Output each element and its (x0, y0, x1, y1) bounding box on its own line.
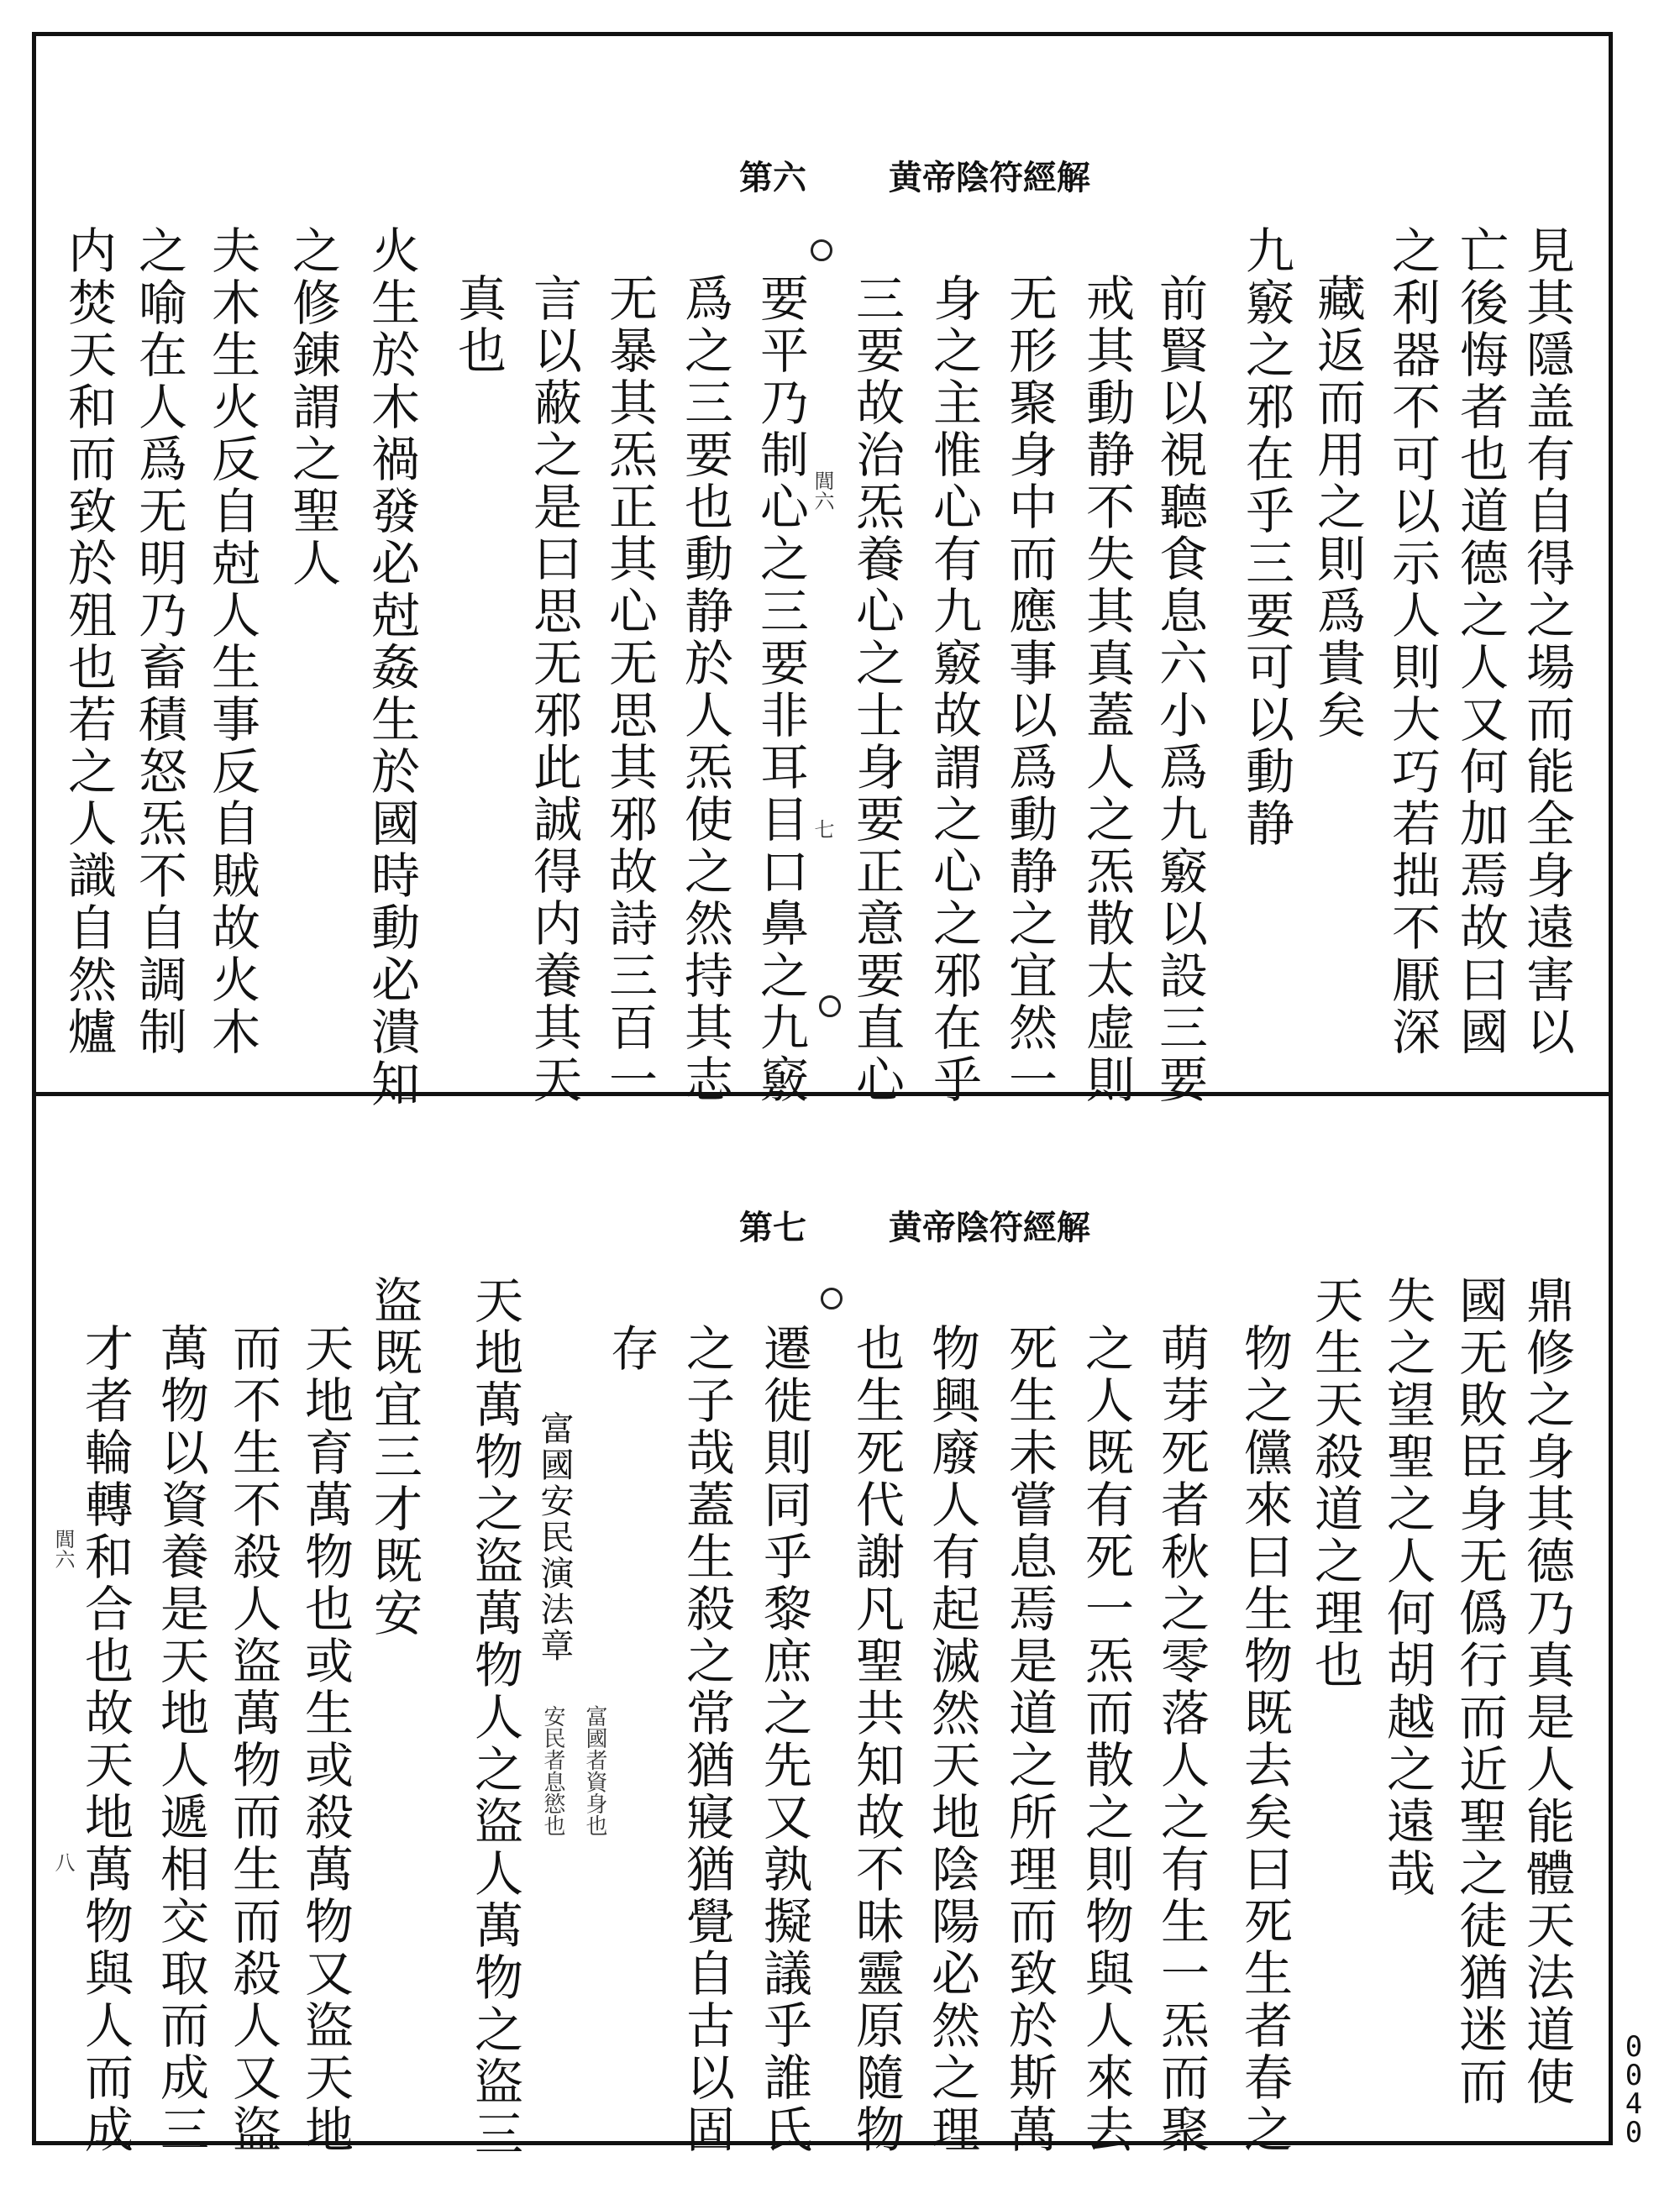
top-col-2: 亡後悔者也道德之人又何加焉故曰國 (1452, 225, 1509, 1058)
bottom-col-13: 存 (602, 1323, 659, 1375)
bottom-col-4: 天生天殺道之理也 (1306, 1275, 1363, 1692)
top-col-4: 藏返而用之則爲貴矣 (1309, 273, 1366, 742)
top-col-18: 夫木生火反自尅人生事反自賊故火木 (203, 225, 260, 1058)
top-col-16: 火生於木禍發必尅姦生於國時動必潰知 (363, 225, 420, 1110)
bottom-col-7: 之人既有死一炁而散之則物與人來去 (1077, 1323, 1134, 2156)
top-header (739, 151, 1090, 199)
top-header-title: 黄帝陰符經解 (888, 158, 1090, 197)
top-col-6: 前賢以視聽食息六小爲九竅以設三要 (1151, 273, 1208, 1106)
bottom-header-title: 黄帝陰符經解 (888, 1208, 1090, 1247)
bottom-margin-note-2: 八 (51, 1852, 75, 1872)
bottom-margin-note-1: 閭六 (51, 1529, 75, 1569)
top-col-11: 要平乃制心之三要非耳目口鼻之九竅 (752, 273, 809, 1106)
top-col-1: 見其隱盖有自得之場而能全身遠害以 (1518, 225, 1575, 1058)
top-col-10: 三要故治炁養心之士身要正意要直心 (848, 273, 905, 1106)
bottom-col-3: 失之望聖之人何胡越之遠哉 (1378, 1275, 1436, 1900)
bottom-col-8: 死生未嘗息焉是道之所理而致於斯萬 (1000, 1323, 1058, 2156)
top-col-3: 之利器不可以示人則大巧若拙不厭深 (1383, 225, 1441, 1058)
bottom-col-20: 才者輪轉和合也故天地萬物與人而成 (76, 1323, 134, 2156)
page-number: 0040 (1625, 2030, 1643, 2149)
bottom-col-5: 物之儻來曰生物既去矣曰死生者春之 (1236, 1323, 1293, 2156)
bottom-col-9: 物興廢人有起滅然天地陰陽必然之理 (923, 1323, 980, 2156)
bottom-col-6: 萌芽死者秋之零落人之有生一炁而聚 (1152, 1323, 1210, 2156)
bottom-col-17: 天地育萬物也或生或殺萬物又盜天地 (297, 1323, 354, 2156)
top-col-7: 戒其動静不失其真蓋人之炁散太虚則 (1078, 273, 1135, 1106)
bottom-header (739, 1201, 1090, 1249)
top-margin-note-2: 七 (811, 819, 834, 839)
bottom-col-16: 盜既宜三才既安 (365, 1275, 423, 1640)
top-col-5: 九竅之邪在乎三要可以動静 (1237, 225, 1294, 850)
bottom-col-12: 之子哉蓋生殺之常猶寢猶覺自古以固 (678, 1323, 735, 2156)
top-header-section: 第六 (739, 158, 806, 197)
bottom-col-1: 鼎修之身其德乃真是人能體天法道使 (1518, 1275, 1575, 2108)
page-divider (32, 1092, 1613, 1096)
bottom-col-19: 萬物以資養是天地人遞相交取而成三 (152, 1323, 209, 2156)
top-margin-note-1: 閭六 (811, 470, 834, 511)
top-col-8: 无形聚身中而應事以爲動静之宜然一 (1000, 273, 1058, 1106)
top-col-17: 之修錬謂之聖人 (284, 225, 341, 590)
top-col-9: 身之主惟心有九竅故謂之心之邪在乎 (925, 273, 982, 1106)
bottom-circle-mark (821, 1288, 843, 1309)
top-col-19: 之喻在人爲无明乃畜積怒炁不自調制 (130, 225, 187, 1058)
top-col-13: 无暴其炁正其心无思其邪故詩三百一 (601, 273, 658, 1106)
top-col-14: 言以蔽之是曰思无邪此誠得内養其天 (525, 273, 582, 1106)
bottom-col-11: 遷徙則同乎黎庶之先又孰擬議乎誰氏 (755, 1323, 812, 2156)
bottom-col-2: 國无敗臣身无僞行而近聖之徒猶迷而 (1451, 1275, 1508, 2108)
top-circle-mark (811, 239, 832, 261)
top-col-15: 真也 (449, 273, 507, 377)
bottom-col-15: 天地萬物之盜萬物人之盜人萬物之盜三 (466, 1275, 523, 2160)
bottom-note-line-2: 安民者息慾也 (540, 1705, 565, 1836)
bottom-col-18: 而不生不殺人盜萬物而生而殺人又盜 (224, 1323, 281, 2156)
top-circle-mark-2 (819, 995, 841, 1017)
bottom-col-10: 也生死代謝凡聖共知故不昧靈原隨物 (848, 1323, 905, 2156)
bottom-header-section: 第七 (739, 1208, 806, 1247)
top-col-12: 爲之三要也動静於人炁使之然持其志 (676, 273, 733, 1106)
top-col-20: 内焚天和而致於殂也若之人識自然爐 (60, 225, 117, 1058)
bottom-note-line-1: 富國者資身也 (582, 1705, 607, 1836)
bottom-chapter-title: 富國安民演法章 (535, 1411, 574, 1664)
